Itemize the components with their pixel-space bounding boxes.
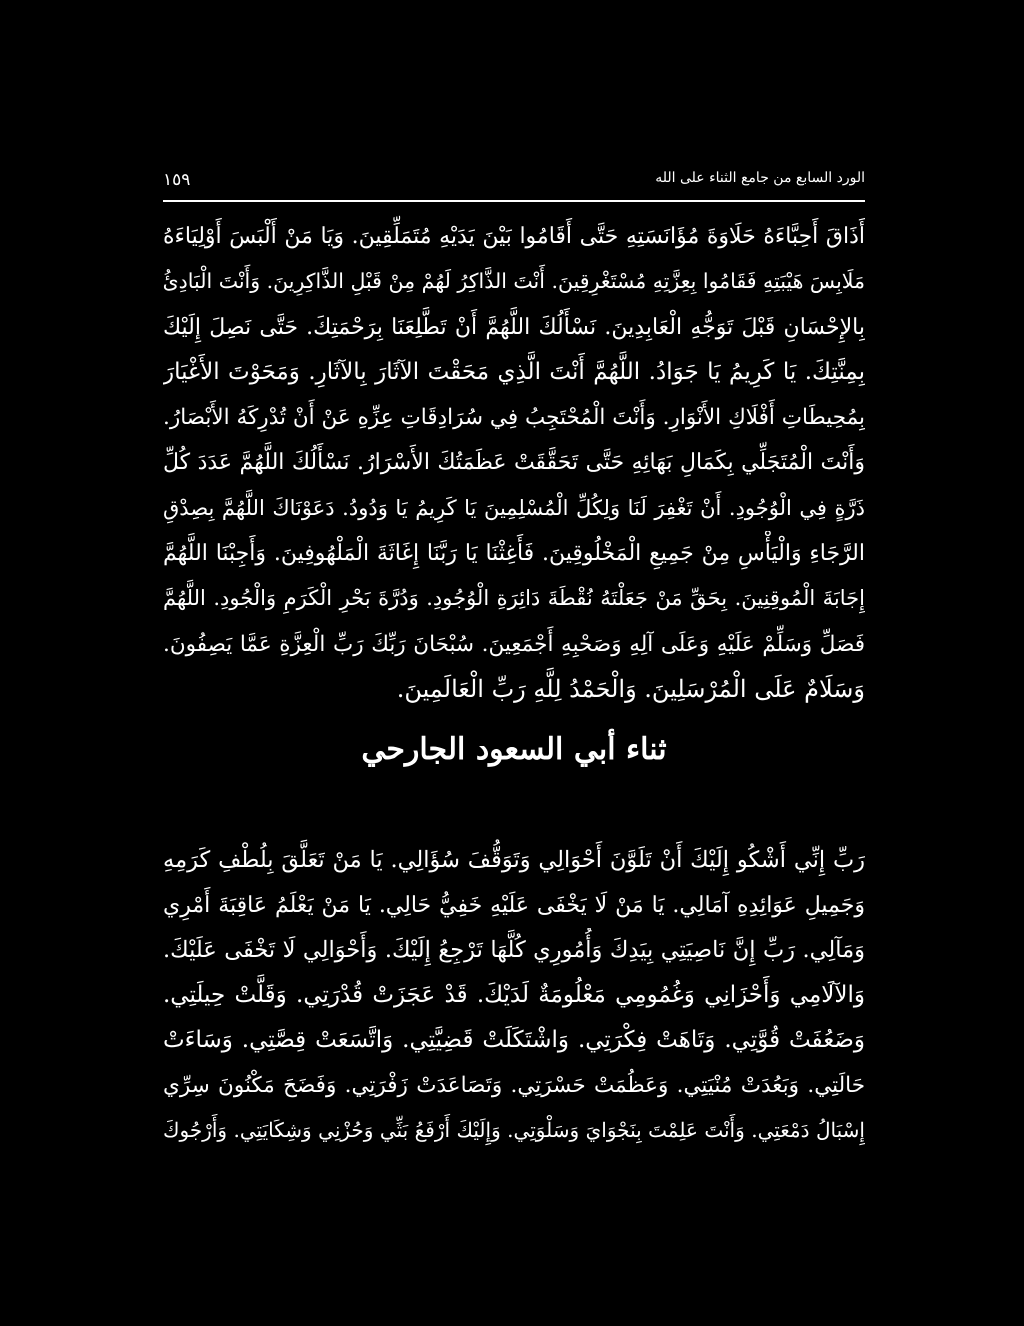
text-line: بِمِنَّتِكَ. يَا كَرِيمُ يَا جَوَادُ. اللَّهُمَّ أَنْتَ الَّذِي مَحَقْتَ الآثَارَ بِالآثَارِ. وَمَحَوْتَ الأَغْيَارَ xyxy=(163,358,865,385)
text-line: أَذَاقَ أَحِبَّاءَهُ حَلَاوَةَ مُؤَانَسَتِهِ حَتَّى أَقَامُوا بَيْنَ يَدَيْهِ مُتَمَلِّقِينَ. وَيَا مَنْ أَلْبَسَ أَوْلِيَاءَهُ xyxy=(163,224,865,249)
page-header xyxy=(163,166,865,196)
text-line: وَضَعُفَتْ قُوَّتِي. وَتَاهَتْ فِكْرَتِي. وَاشْتَكَلَتْ قَضِيَّتِي. وَاتَّسَعَتْ قِصَّتِي. وَسَاءَتْ xyxy=(163,1027,865,1053)
text-line: وَسَلَامٌ عَلَى الْمُرْسَلِينَ. وَالْحَمْدُ لِلَّهِ رَبِّ الْعَالَمِينَ. xyxy=(396,674,865,703)
text-line: بِمُحِيطَاتِ أَفْلَاكِ الأَنْوَارِ. وَأَنْتَ الْمُحْتَجِبُ فِي سُرَادِقَاتِ عِزِّهِ عَنْ أَنْ تُدْرِكَهُ الأَبْصَارُ. xyxy=(163,405,865,431)
text-line: وَالآلَامِي وَأَحْزَانِي وَغُمُومِي مَعْلُومَةٌ لَدَيْكَ. قَدْ عَجَزَتْ قُدْرَتِي. وَقَلَّتْ حِيلَتِي. xyxy=(163,982,865,1008)
text-line: حَالَتِي. وَبَعُدَتْ مُنْيَتِي. وَعَظُمَتْ حَسْرَتِي. وَتَصَاعَدَتْ زَفْرَتِي. وَفَضَحَ مَكْنُونَ سِرِّي xyxy=(163,1073,865,1098)
text-line: مَلَابِسَ هَيْبَتِهِ فَقَامُوا بِعِزَّتِهِ مُسْتَغْرِقِينَ. أَنْتَ الذَّاكِرُ لَهُمْ مِنْ قَبْلِ الذَّاكِرِينَ. وَأَنْتَ الْبَادِئُ xyxy=(163,269,865,294)
text-line: بِالإِحْسَانِ قَبْلَ تَوَجُّهِ الْعَابِدِينَ. نَسْأَلُكَ اللَّهُمَّ أَنْ تَطَّلِعَنَا بِرَحْمَتِكَ. حَتَّى نَصِلَ إِلَيْكَ xyxy=(163,314,865,340)
text-line: الرَّجَاءِ وَالْيَأْسِ مِنْ جَمِيعِ الْمَخْلُوقِينَ. فَأَغِثْنَا يَا رَبَّنَا إِغَاثَةَ الْمَلْهُوفِينَ. وَأَجِبْنَا اللَّهُمَّ xyxy=(163,541,865,567)
text-line: إِسْبَالُ دَمْعَتِي. وَأَنْتَ عَلِمْتَ بِنَجْوَايَ وَسَلْوَتِي. وَإِلَيْكَ أَرْفَعُ بَثِّي وَحُزْنِي وَشِكَايَتِي. وَأَرْجُوكَ xyxy=(163,1118,865,1142)
text-line: فَصَلِّ وَسَلِّمْ عَلَيْهِ وَعَلَى آلِهِ وَصَحْبِهِ أَجْمَعِينَ. سُبْحَانَ رَبِّكَ رَبِّ الْعِزَّةِ عَمَّا يَصِفُونَ. xyxy=(163,631,865,657)
text-line: رَبِّ إِنِّي أَشْكُو إِلَيْكَ أَنْ تَلَوَّنَ أَحْوَالِي وَتَوَقُّفَ سُؤَالِي. يَا مَنْ تَعَلَّقَ بِلُطْفِ كَرَمِهِ xyxy=(163,847,865,873)
text-line: ذَرَّةٍ فِي الْوُجُودِ. أَنْ تَغْفِرَ لَنَا وَلِكُلِّ الْمُسْلِمِينَ يَا كَرِيمُ يَا وَدُودُ. دَعَوْنَاكَ اللَّهُمَّ بِصِدْقِ xyxy=(163,495,865,520)
text-line: وَمَآلِي. رَبِّ إِنَّ نَاصِيَتِي بِيَدِكَ وَأُمُورِي كُلَّهَا تَرْجِعُ إِلَيْكَ. وَأَحْوَالِي لَا تَخْفَى عَلَيْكَ. xyxy=(163,937,865,963)
page-number: ١٥٩ xyxy=(163,170,191,190)
header-rule xyxy=(163,200,865,202)
prayer-paragraph-1 xyxy=(163,214,865,712)
running-head: الورد السابع من جامع الثناء على الله xyxy=(655,170,865,186)
prayer-paragraph-2 xyxy=(163,838,865,1153)
section-title: ثناء أبي السعود الجارحي xyxy=(361,732,667,767)
text-line: إِجَابَةَ الْمُوقِنِينَ. بِحَقِّ مَنْ جَعَلْتَهُ نُقْطَةَ دَائِرَةِ الْوُجُودِ. وَدُرَّةَ بَحْرِ الْكَرَمِ وَالْجُودِ. اللَّهُمَّ xyxy=(163,586,865,611)
text-line: وَجَمِيلِ عَوَائِدِهِ آمَالِي. يَا مَنْ لَا يَخْفَى عَلَيْهِ خَفِيُّ حَالِي. يَا مَنْ يَعْلَمُ عَاقِبَةَ أَمْرِي xyxy=(163,893,865,918)
text-line: وَأَنْتَ الْمُتَجَلِّي بِكَمَالِ بَهَائِهِ حَتَّى تَحَقَّقَتْ عَظَمَتُكَ الأَسْرَارُ. نَسْأَلُكَ اللَّهُمَّ عَدَدَ كُلِّ xyxy=(163,450,865,476)
